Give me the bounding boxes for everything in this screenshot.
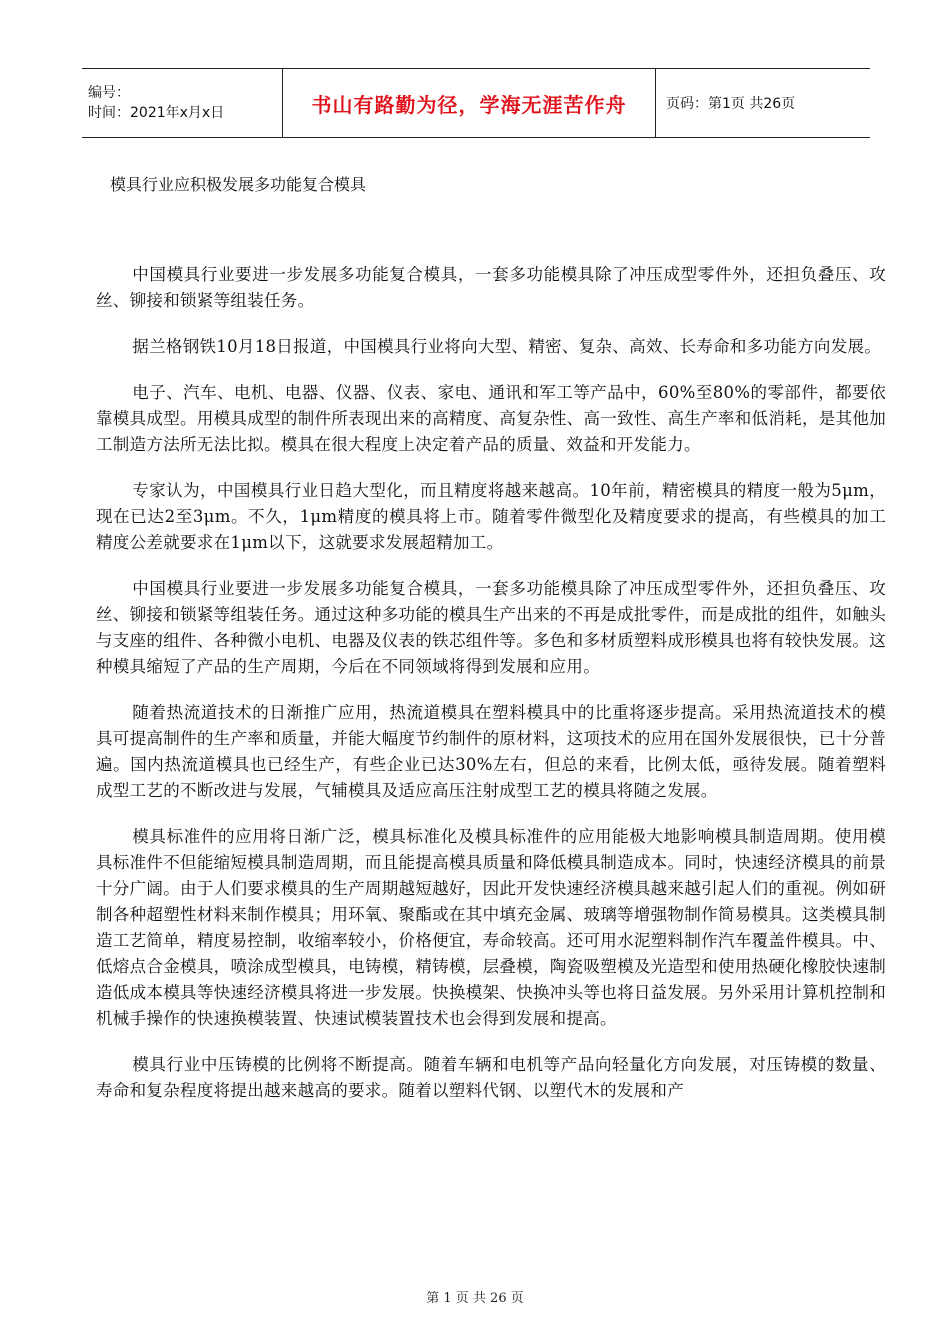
- header-page-cell: [656, 69, 870, 137]
- paragraph: 中国模具行业要进一步发展多功能复合模具，一套多功能模具除了冲压成型零件外，还担负叠压、攻丝、铆接和锁紧等组装任务。: [96, 265, 886, 310]
- document-title: 模具行业应积极发展多功能复合模具: [110, 175, 367, 194]
- paragraph: 中国模具行业要进一步发展多功能复合模具，一套多功能模具除了冲压成型零件外，还担负叠压、攻丝、铆接和锁紧等组装任务。通过这种多功能的模具生产出来的不再是成批零件，而是成批的组件，如触头与支座的组件、各种微小电机、电器及仪表的铁芯组件等。多色和多材质塑料成形模具也将有较快发展。这种模具缩短了产品的生产周期，今后在不同领域将得到发展和应用。: [96, 579, 886, 676]
- paragraph: 随着热流道技术的日渐推广应用，热流道模具在塑料模具中的比重将逐步提高。采用热流道技术的模具可提高制件的生产率和质量，并能大幅度节约制件的原材料，这项技术的应用在国外发展很快，已十分普遍。国内热流道模具也已经生产，有些企业已达30%左右，但总的来看，比例太低，亟待发展。随着塑料成型工艺的不断改进与发展，气辅模具及适应高压注射成型工艺的模具将随之发展。: [96, 703, 886, 800]
- header-motto-cell: [282, 69, 656, 137]
- paragraph: 专家认为，中国模具行业日趋大型化，而且精度将越来越高。10年前，精密模具的精度一般为5μm，现在已达2至3μm。不久，1μm精度的模具将上市。随着零件微型化及精度要求的提高，有些模具的加工精度公差就要求在1μm以下，这就要求发展超精加工。: [96, 481, 886, 552]
- page-header: [82, 68, 870, 138]
- header-page-label: 页码：第1页 共26页: [666, 96, 796, 112]
- paragraph: 模具行业中压铸模的比例将不断提高。随着车辆和电机等产品向轻量化方向发展，对压铸模的数量、寿命和复杂程度将提出越来越高的要求。随着以塑料代钢、以塑代木的发展和产: [96, 1055, 886, 1100]
- paragraph: 据兰格钢铁10月18日报道，中国模具行业将向大型、精密、复杂、高效、长寿命和多功能方向发展。: [132, 337, 882, 356]
- header-meta: [82, 69, 282, 137]
- paragraph: 电子、汽车、电机、电器、仪器、仪表、家电、通讯和军工等产品中，60%至80%的零部件，都要依靠模具成型。用模具成型的制件所表现出来的高精度、高复杂性、高一致性、高生产率和低消耗，是其他加工制造方法所无法比拟。模具在很大程度上决定着产品的质量、效益和开发能力。: [96, 383, 886, 454]
- header-motto: 书山有路勤为径，学海无涯苦作舟: [311, 92, 627, 117]
- paragraph: 模具标准件的应用将日渐广泛，模具标准化及模具标准件的应用能极大地影响模具制造周期。使用模具标准件不但能缩短模具制造周期，而且能提高模具质量和降低模具制造成本。同时，快速经济模具的前景十分广阔。由于人们要求模具的生产周期越短越好，因此开发快速经济模具越来越引起人们的重视。例如研制各种超塑性材料来制作模具；用环氧、聚酯或在其中填充金属、玻璃等增强物制作简易模具。这类模具制造工艺简单，精度易控制，收缩率较小，价格便宜，寿命较高。还可用水泥塑料制作汽车覆盖件模具。中、低熔点合金模具，喷涂成型模具，电铸模，精铸模，层叠模，陶瓷吸塑模及光造型和使用热硬化橡胶快速制造低成本模具等快速经济模具将进一步发展。快换模架、快换冲头等也将日益发展。另外采用计算机控制和机械手操作的快速换模装置、快速试模装置技术也会得到发展和提高。: [96, 827, 886, 1028]
- page-footer: 第 1 页 共 26 页: [426, 1291, 524, 1306]
- document-number-label: 编号：: [88, 85, 130, 101]
- document-time-label: 时间：2021年x月x日: [88, 105, 225, 121]
- document-body: [96, 262, 886, 1124]
